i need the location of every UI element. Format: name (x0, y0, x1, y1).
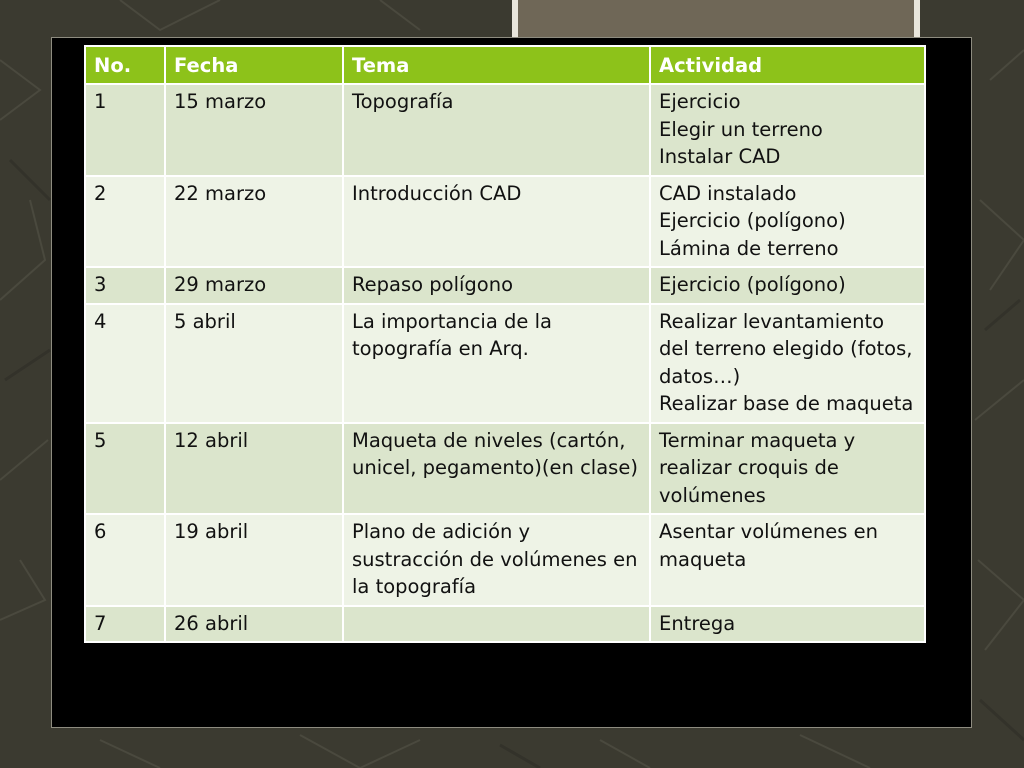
table-row (85, 514, 925, 606)
cell-actividad: Ejercicio Elegir un terreno Instalar CAD (650, 84, 925, 176)
cell-tema: Introducción CAD (343, 176, 650, 268)
cell-fecha: 12 abril (165, 423, 343, 515)
cell-tema: La importancia de la topografía en Arq. (343, 304, 650, 423)
cell-fecha: 19 abril (165, 514, 343, 606)
cell-fecha: 29 marzo (165, 267, 343, 304)
cell-fecha: 5 abril (165, 304, 343, 423)
cell-actividad: Ejercicio (polígono) (650, 267, 925, 304)
cell-tema: Repaso polígono (343, 267, 650, 304)
cell-actividad: Entrega (650, 606, 925, 643)
header-tema: Tema (343, 46, 650, 84)
cell-tema: Maqueta de niveles (cartón, unicel, pegamento)(en clase) (343, 423, 650, 515)
cell-tema (343, 606, 650, 643)
table-row (85, 267, 925, 304)
table-row (85, 606, 925, 643)
cell-actividad: Asentar volúmenes en maqueta (650, 514, 925, 606)
cell-fecha: 15 marzo (165, 84, 343, 176)
cell-tema: Plano de adición y sustracción de volúmenes en la topografía (343, 514, 650, 606)
table-header-row (85, 46, 925, 84)
table-row (85, 84, 925, 176)
cell-no: 2 (85, 176, 165, 268)
cell-no: 7 (85, 606, 165, 643)
table-row (85, 304, 925, 423)
cell-fecha: 26 abril (165, 606, 343, 643)
cell-actividad: CAD instalado Ejercicio (polígono) Lámina de terreno (650, 176, 925, 268)
table-row (85, 423, 925, 515)
table-row (85, 176, 925, 268)
schedule-table (84, 45, 926, 643)
cell-no: 5 (85, 423, 165, 515)
header-fecha: Fecha (165, 46, 343, 84)
cell-actividad: Realizar levantamiento del terreno elegido (fotos, datos…) Realizar base de maqueta (650, 304, 925, 423)
cell-no: 3 (85, 267, 165, 304)
cell-no: 1 (85, 84, 165, 176)
cell-no: 6 (85, 514, 165, 606)
header-actividad: Actividad (650, 46, 925, 84)
header-no: No. (85, 46, 165, 84)
cell-no: 4 (85, 304, 165, 423)
cell-fecha: 22 marzo (165, 176, 343, 268)
cell-actividad: Terminar maqueta y realizar croquis de volúmenes (650, 423, 925, 515)
cell-tema: Topografía (343, 84, 650, 176)
